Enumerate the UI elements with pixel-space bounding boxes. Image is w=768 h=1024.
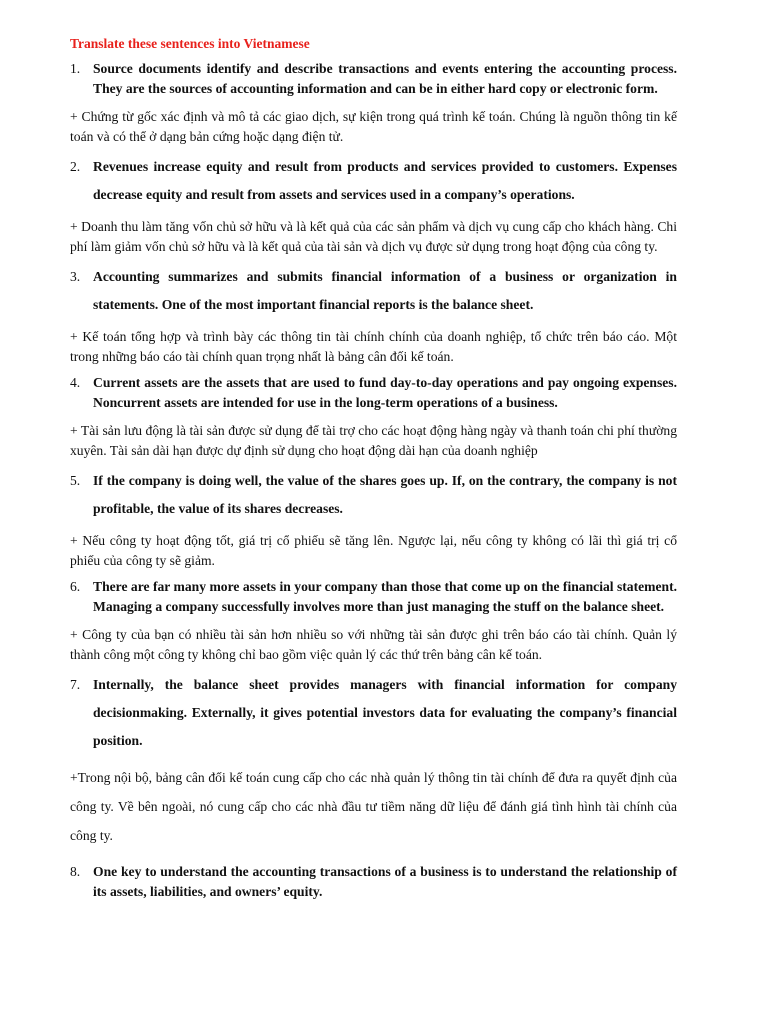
page-title: Translate these sentences into Vietnamese (70, 36, 310, 51)
vietnamese-translation: + Doanh thu làm tăng vốn chủ sở hữu và là kết quả của các sản phẩm và dịch vụ cung cấp cho khách hàng. Chi phí làm giảm vốn chủ sở hữu và là kết quả của tài sản và dịch vụ được sử dụng trong hoạt động của công ty. (70, 219, 677, 254)
sentence-item-4 (70, 373, 677, 413)
vietnamese-translation: + Công ty của bạn có nhiều tài sản hơn nhiều so với những tài sản được ghi trên báo cáo tài chính. Quản lý thành công một công ty không chỉ bao gồm việc quản lý các thứ trên bảng cân kế toán. (70, 627, 677, 662)
sentence-item-5 (70, 467, 677, 523)
sentence-item-8 (70, 862, 677, 902)
item-number: 2. (70, 159, 81, 174)
item-number: 3. (70, 269, 81, 284)
item-number: 4. (70, 375, 81, 390)
sentence-item-3 (70, 263, 677, 319)
english-sentence: Internally, the balance sheet provides managers with financial information for company decisionmaking. Externally, it gives potential investors data for evaluating the company’s financial position. (93, 677, 677, 748)
english-sentence: There are far many more assets in your company than those that come up on the financial statement. Managing a company successfully involves more than just managing the stuff on the balance sheet. (93, 579, 677, 614)
document-page (70, 35, 677, 902)
sentence-item-1 (70, 59, 677, 99)
vietnamese-translation: + Kế toán tổng hợp và trình bày các thông tin tài chính chính của doanh nghiệp, tổ chức trên báo cáo. Một trong những báo cáo tài chính quan trọng nhất là bảng cân đối kế toán. (70, 329, 677, 364)
english-sentence: Revenues increase equity and result from products and services provided to customers. Expenses decrease equity and result from assets and services used in a company’s operations. (93, 159, 677, 202)
english-sentence: If the company is doing well, the value of the shares goes up. If, on the contrary, the company is not profitable, the value of its shares decreases. (93, 473, 677, 516)
sentence-item-7 (70, 671, 677, 755)
item-number: 6. (70, 579, 81, 594)
sentence-item-2 (70, 153, 677, 209)
english-sentence: Current assets are the assets that are used to fund day-to-day operations and pay ongoing expenses. Noncurrent assets are intended for use in the long-term operations of a business. (93, 375, 677, 410)
sentence-item-6 (70, 577, 677, 617)
item-number: 5. (70, 473, 81, 488)
vietnamese-translation: + Nếu công ty hoạt động tốt, giá trị cổ phiếu sẽ tăng lên. Ngược lại, nếu công ty không có lãi thì giá trị cổ phiếu của công ty sẽ giảm. (70, 533, 677, 568)
english-sentence: Accounting summarizes and submits financial information of a business or organization in statements. One of the most important financial reports is the balance sheet. (93, 269, 677, 312)
vietnamese-translation: +Trong nội bộ, bảng cân đối kế toán cung cấp cho các nhà quản lý thông tin tài chính để đưa ra quyết định của công ty. Về bên ngoài, nó cung cấp cho các nhà đầu tư tiềm năng dữ liệu để đánh giá tình hình tài chính của công ty. (70, 770, 677, 843)
english-sentence: One key to understand the accounting transactions of a business is to understand the relationship of its assets, liabilities, and owners’ equity. (93, 864, 677, 899)
vietnamese-translation: + Tài sản lưu động là tài sản được sử dụng để tài trợ cho các hoạt động hàng ngày và thanh toán chi phí thường xuyên. Tài sản dài hạn được dự định sử dụng cho hoạt động dài hạn của doanh nghiệp (70, 423, 677, 458)
item-number: 7. (70, 677, 81, 692)
item-number: 8. (70, 864, 81, 879)
item-number: 1. (70, 61, 81, 76)
english-sentence: Source documents identify and describe transactions and events entering the accounting process. They are the sources of accounting information and can be in either hard copy or electronic form. (93, 61, 677, 96)
vietnamese-translation: + Chứng từ gốc xác định và mô tả các giao dịch, sự kiện trong quá trình kế toán. Chúng là nguồn thông tin kế toán và có thể ở dạng bản cứng hoặc dạng điện tử. (70, 109, 677, 144)
